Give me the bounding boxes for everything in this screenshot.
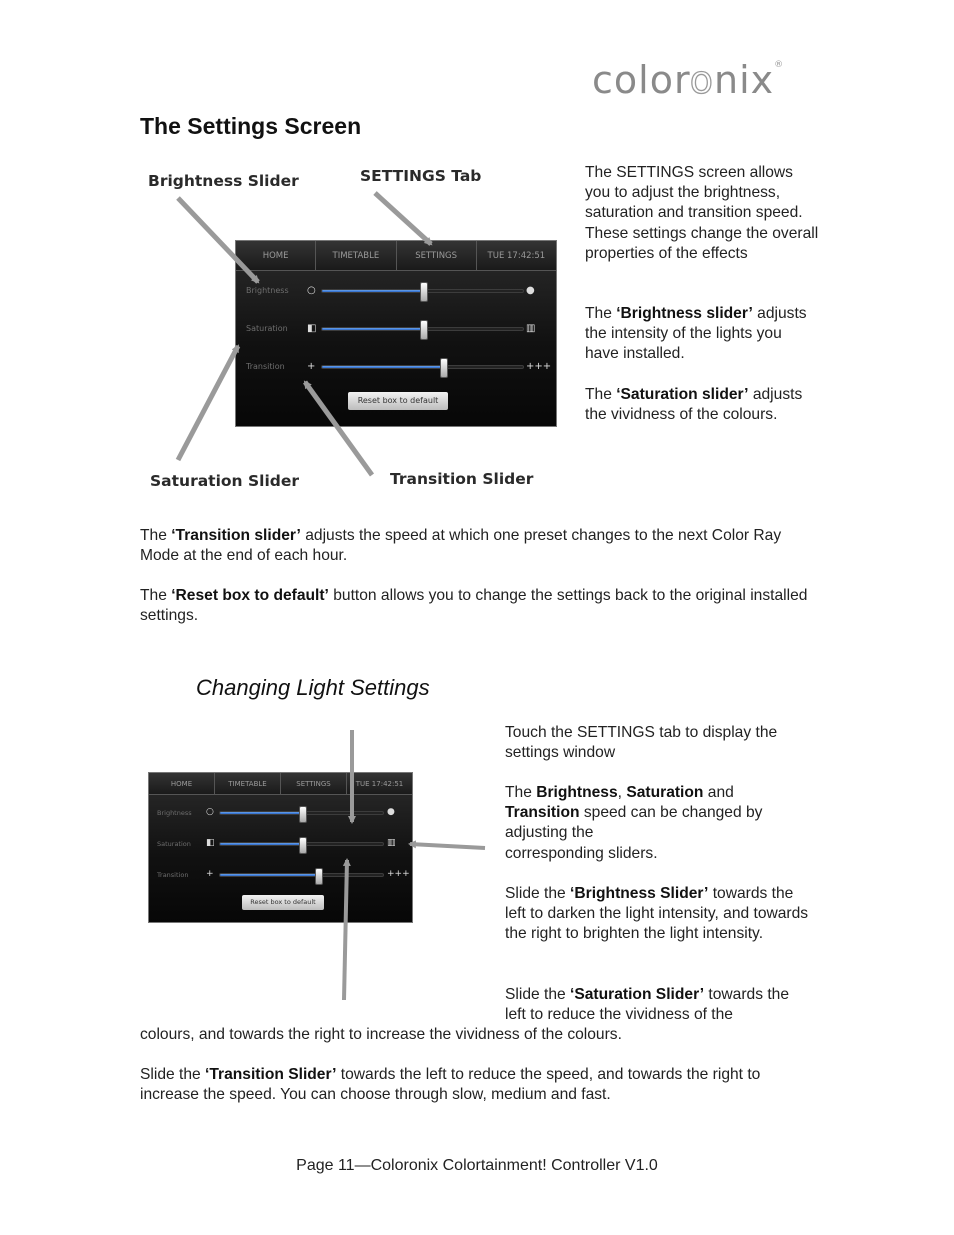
page-footer: Page 11—Coloronix Colortainment! Controller V1.0 bbox=[296, 1157, 658, 1174]
intro-paragraph-3: The ‘Saturation slider’ adjusts the vividness of the colours. bbox=[585, 386, 803, 424]
slider-max-icon: ▥ bbox=[526, 322, 536, 334]
section-heading: Changing Light Settings bbox=[196, 675, 430, 700]
slider-min-icon: ◧ bbox=[206, 838, 215, 849]
section2-paragraph-3: Slide the ‘Brightness Slider’ towards the left to darken the light intensity, and towards the right to brighten the light intensity. bbox=[505, 885, 809, 943]
intro-paragraph-2: The ‘Brightness slider’ adjusts the intensity of the lights you have installed. bbox=[585, 305, 807, 363]
device-tab[interactable]: TIMETABLE bbox=[316, 241, 396, 271]
reset-to-default-button[interactable]: Reset box to default bbox=[242, 895, 324, 910]
device-tab[interactable]: TUE 17:42:51 bbox=[477, 241, 556, 271]
callout-brightness-slider: Brightness Slider bbox=[148, 172, 299, 190]
section2-paragraph-1: Touch the SETTINGS tab to display the settings window bbox=[505, 724, 778, 762]
device-tab[interactable]: TIMETABLE bbox=[215, 773, 281, 795]
device-tab[interactable]: SETTINGS bbox=[397, 241, 477, 271]
section2-paragraph-4b: colours, and towards the right to increase the vividness of the colours. bbox=[140, 1026, 622, 1043]
slider-max-icon: +++ bbox=[387, 869, 410, 880]
slider-min-icon: + bbox=[206, 869, 214, 880]
device-tab[interactable]: HOME bbox=[236, 241, 316, 271]
slider-label: Brightness bbox=[157, 809, 192, 818]
section2-paragraph-4a: Slide the ‘Saturation Slider’ towards the left to reduce the vividness of the bbox=[505, 986, 790, 1024]
reset-to-default-button[interactable]: Reset box to default bbox=[348, 392, 448, 410]
device-tab[interactable]: TUE 17:42:51 bbox=[347, 773, 412, 795]
slider-min-icon: + bbox=[307, 360, 316, 372]
callout-transition-slider: Transition Slider bbox=[390, 470, 534, 488]
section2-paragraph-5: Slide the ‘Transition Slider’ towards the left to reduce the speed, and towards the right to increase the speed. You can choose through slow, medium and fast. bbox=[140, 1066, 761, 1104]
slider-min-icon: ○ bbox=[307, 284, 316, 296]
slider-max-icon: ● bbox=[526, 284, 535, 296]
arrow-saturation-icon bbox=[410, 844, 485, 848]
slider-max-icon: ● bbox=[387, 807, 395, 818]
callout-saturation-slider: Saturation Slider bbox=[150, 472, 300, 490]
slider-label: Brightness bbox=[246, 286, 289, 296]
arrow-up-transition bbox=[344, 860, 347, 1000]
slider-max-icon: +++ bbox=[526, 360, 552, 372]
transition-paragraph: The ‘Transition slider’ adjusts the speed at which one preset changes to the next Color Ray Mode at the end of each hour. bbox=[140, 527, 782, 565]
slider-min-icon: ◧ bbox=[307, 322, 317, 334]
section2-paragraph-2: The Brightness, Saturation and Transition speed can be changed by adjusting the corresponding sliders. bbox=[505, 784, 763, 862]
page-title: The Settings Screen bbox=[140, 113, 362, 139]
slider-label: Transition bbox=[246, 362, 285, 372]
slider-max-icon: ▥ bbox=[387, 838, 396, 849]
coloronix-logo: coloronix® bbox=[592, 58, 785, 102]
slider-min-icon: ○ bbox=[206, 807, 214, 818]
device-tab[interactable]: HOME bbox=[149, 773, 215, 795]
slider-label: Transition bbox=[157, 871, 189, 880]
slider-label: Saturation bbox=[246, 324, 288, 334]
slider-label: Saturation bbox=[157, 840, 191, 849]
intro-paragraph-1: The SETTINGS screen allows you to adjust the brightness, saturation and transition speed. These settings change the overall properties of the effects bbox=[585, 164, 819, 262]
callout-settings-tab: SETTINGS Tab bbox=[360, 167, 482, 185]
device-tab[interactable]: SETTINGS bbox=[281, 773, 347, 795]
reset-paragraph: The ‘Reset box to default’ button allows you to change the settings back to the original installed settings. bbox=[140, 587, 808, 625]
